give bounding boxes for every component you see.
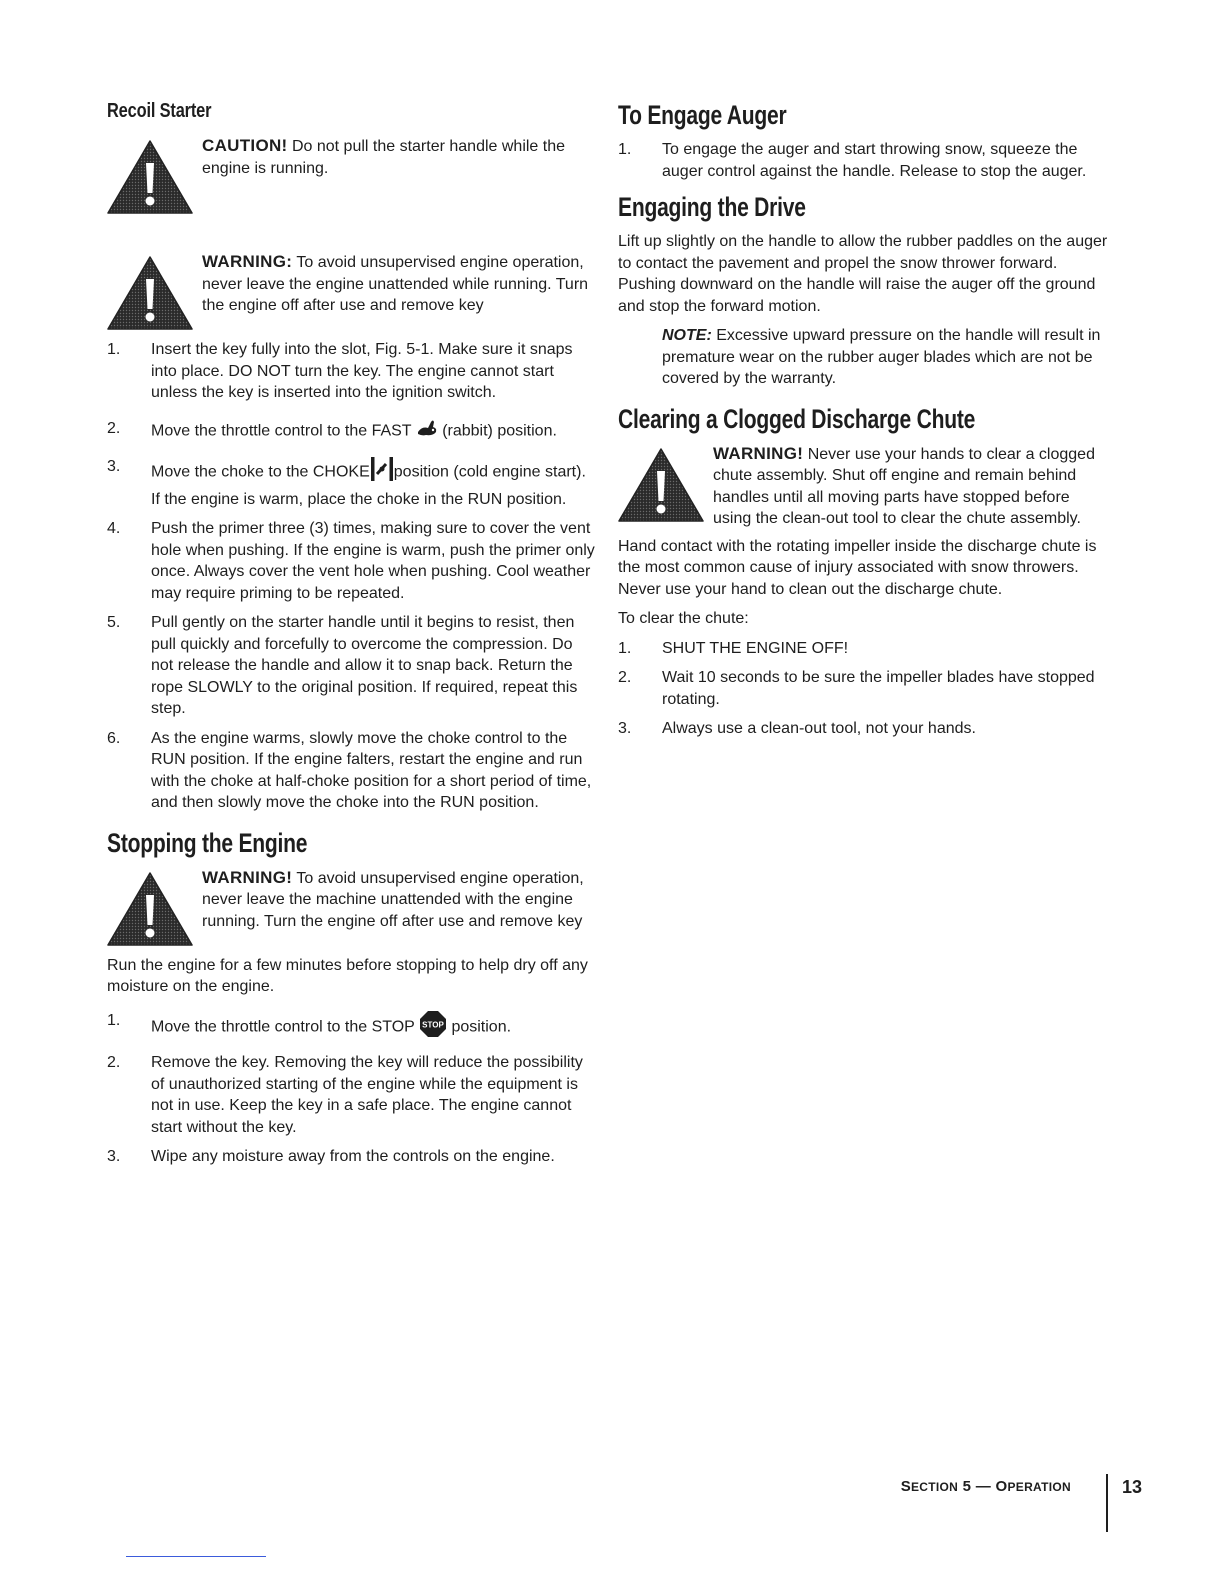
step-number: 6. bbox=[107, 729, 121, 747]
step-text: Insert the key fully into the slot, Fig. 5-1. Make sure it snaps into place. DO NOT turn the key. The engine cannot start unless the key is inserted into the ignition switch. bbox=[151, 341, 573, 401]
warning-text: To avoid unsupervised engine operation, never leave the machine unattended with the engine running. Turn the engine off after use and remove key bbox=[202, 869, 584, 930]
step-number: 3. bbox=[107, 458, 121, 475]
warning-signal: WARNING: bbox=[202, 252, 293, 271]
list-item bbox=[107, 518, 597, 604]
rabbit-icon bbox=[416, 418, 438, 445]
step-text: (rabbit) position. bbox=[442, 421, 557, 439]
chute-intro: To clear the chute: bbox=[618, 610, 749, 627]
list-item bbox=[618, 667, 1112, 710]
note-text: Excessive upward pressure on the handle will result in premature wear on the rubber auger blades which are not be covered by the warranty. bbox=[662, 327, 1101, 387]
warning-triangle-icon bbox=[107, 255, 193, 331]
footer-dash: — bbox=[975, 1478, 992, 1495]
stop-icon bbox=[419, 1010, 447, 1045]
step-text: Wait 10 seconds to be sure the impeller blades have stopped rotating. bbox=[662, 669, 1095, 708]
page-number: 13 bbox=[1122, 1477, 1143, 1497]
footer-peration: PERATION bbox=[1007, 1480, 1071, 1494]
footer-ection: ECTION bbox=[911, 1480, 959, 1494]
step-text: Move the throttle control to the FAST bbox=[151, 421, 412, 439]
list-item bbox=[107, 418, 597, 445]
list-item bbox=[107, 612, 597, 720]
step-text: Always use a clean-out tool, not your hands. bbox=[662, 720, 976, 737]
footer-section-label bbox=[901, 1478, 1071, 1500]
note bbox=[618, 325, 1112, 390]
left-column bbox=[107, 100, 597, 1176]
warning-block-chute bbox=[618, 443, 1112, 530]
stopping-intro: Run the engine for a few minutes before stopping to help dry off any moisture on the engine. bbox=[107, 956, 588, 995]
step-text: Move the throttle control to the STOP bbox=[151, 1017, 415, 1035]
step-text: position. bbox=[451, 1017, 512, 1035]
step-number: 1. bbox=[107, 1011, 121, 1029]
step-text: To engage the auger and start throwing snow, squeeze the auger control against the handle. Release to stop the auger. bbox=[662, 141, 1087, 180]
engage-steps bbox=[618, 139, 1112, 182]
step-text: As the engine warms, slowly move the choke control to the RUN position. If the engine falters, restart the engine and run with the choke at half-choke position for a short period of time, and then slowly move the choke into the RUN position. bbox=[151, 729, 592, 811]
step-text: Remove the key. Removing the key will reduce the possibility of unauthorized starting of the engine while the equipment is not in use. Keep the key in a safe place. The engine cannot start without the key. bbox=[151, 1054, 583, 1136]
warning-block-key bbox=[107, 251, 597, 333]
footer-divider bbox=[1106, 1474, 1108, 1532]
step-number: 5. bbox=[107, 614, 121, 631]
step-text: SHUT THE ENGINE OFF! bbox=[662, 639, 849, 657]
note-label: NOTE: bbox=[662, 327, 712, 344]
list-item bbox=[618, 638, 1112, 660]
footer-s: S bbox=[900, 1478, 911, 1495]
step-number: 1. bbox=[618, 639, 632, 657]
bottom-rule bbox=[126, 1556, 266, 1557]
list-item bbox=[107, 1146, 597, 1168]
warning-text: To avoid unsupervised engine operation, never leave the engine unattended while running. Turn the engine off after use and remove key bbox=[202, 254, 589, 314]
footer-o: O bbox=[995, 1478, 1008, 1495]
caution-signal: CAUTION! bbox=[202, 136, 288, 155]
list-item bbox=[107, 456, 597, 510]
list-item bbox=[107, 1052, 597, 1138]
warning-triangle-icon bbox=[107, 871, 193, 947]
engage-auger-heading: To Engage Auger bbox=[618, 100, 787, 130]
step-text: Wipe any moisture away from the controls on the engine. bbox=[151, 1148, 555, 1165]
step-number: 1. bbox=[618, 141, 632, 158]
step-number: 2. bbox=[107, 419, 121, 437]
step-number: 4. bbox=[107, 520, 121, 537]
recoil-starter-heading: Recoil Starter bbox=[107, 100, 212, 122]
list-item bbox=[107, 1010, 597, 1045]
step-text: position (cold engine start). If the engine is warm, place the choke in the RUN position. bbox=[151, 463, 586, 508]
warning-signal: WARNING! bbox=[713, 443, 804, 463]
chute-steps bbox=[618, 638, 1112, 740]
step-number: 3. bbox=[107, 1148, 121, 1165]
step-number: 3. bbox=[618, 720, 632, 737]
list-item bbox=[107, 728, 597, 814]
warning-triangle-icon bbox=[107, 139, 193, 215]
choke-icon bbox=[370, 456, 394, 489]
right-column bbox=[618, 100, 1112, 748]
step-number: 2. bbox=[618, 669, 632, 686]
warning-block-stop bbox=[107, 867, 597, 949]
warning-text: Never use your hands to clear a clogged chute assembly. Shut off engine and remain behind handles until all moving parts have stopped before using the clean-out tool to clear the chute assembly. bbox=[713, 445, 1095, 527]
stopping-steps bbox=[107, 1010, 597, 1168]
engaging-drive-heading: Engaging the Drive bbox=[618, 192, 806, 222]
footer-section-number: 5 bbox=[962, 1478, 972, 1495]
caution-block bbox=[107, 135, 597, 217]
list-item bbox=[618, 139, 1112, 182]
list-item bbox=[618, 718, 1112, 740]
list-item bbox=[107, 339, 597, 404]
chute-text: Hand contact with the rotating impeller inside the discharge chute is the most common cause of injury associated with snow throwers. Never use your hand to clean out the discharge chute. bbox=[618, 537, 1097, 598]
drive-text: Lift up slightly on the handle to allow the rubber paddles on the auger to contact the pavement and propel the snow thrower forward. Pushing downward on the handle will raise the auger off the ground and stop the forward motion. bbox=[618, 233, 1108, 315]
warning-triangle-icon bbox=[618, 447, 704, 523]
step-text: Pull gently on the starter handle until it begins to resist, then pull quickly and forcefully to overcome the compression. Do not release the handle and allow it to snap back. Return the rope SLOWLY to the original position. If required, repeat this step. bbox=[151, 614, 578, 717]
starting-steps bbox=[107, 339, 597, 814]
warning-signal: WARNING! bbox=[202, 867, 293, 887]
step-number: 2. bbox=[107, 1054, 121, 1071]
step-number: 1. bbox=[107, 341, 121, 358]
step-text: Move the choke to the CHOKE bbox=[151, 463, 370, 481]
caution-text: Do not pull the starter handle while the engine is running. bbox=[202, 138, 566, 177]
step-text: Push the primer three (3) times, making sure to cover the vent hole when pushing. If the engine is warm, push the primer only once. Always cover the vent hole when pushing. Cool weather may require priming to be repeated. bbox=[151, 520, 595, 602]
clearing-chute-heading: Clearing a Clogged Discharge Chute bbox=[618, 403, 976, 434]
stopping-engine-heading: Stopping the Engine bbox=[107, 827, 308, 858]
stop-icon-label: STOP bbox=[422, 1020, 444, 1029]
